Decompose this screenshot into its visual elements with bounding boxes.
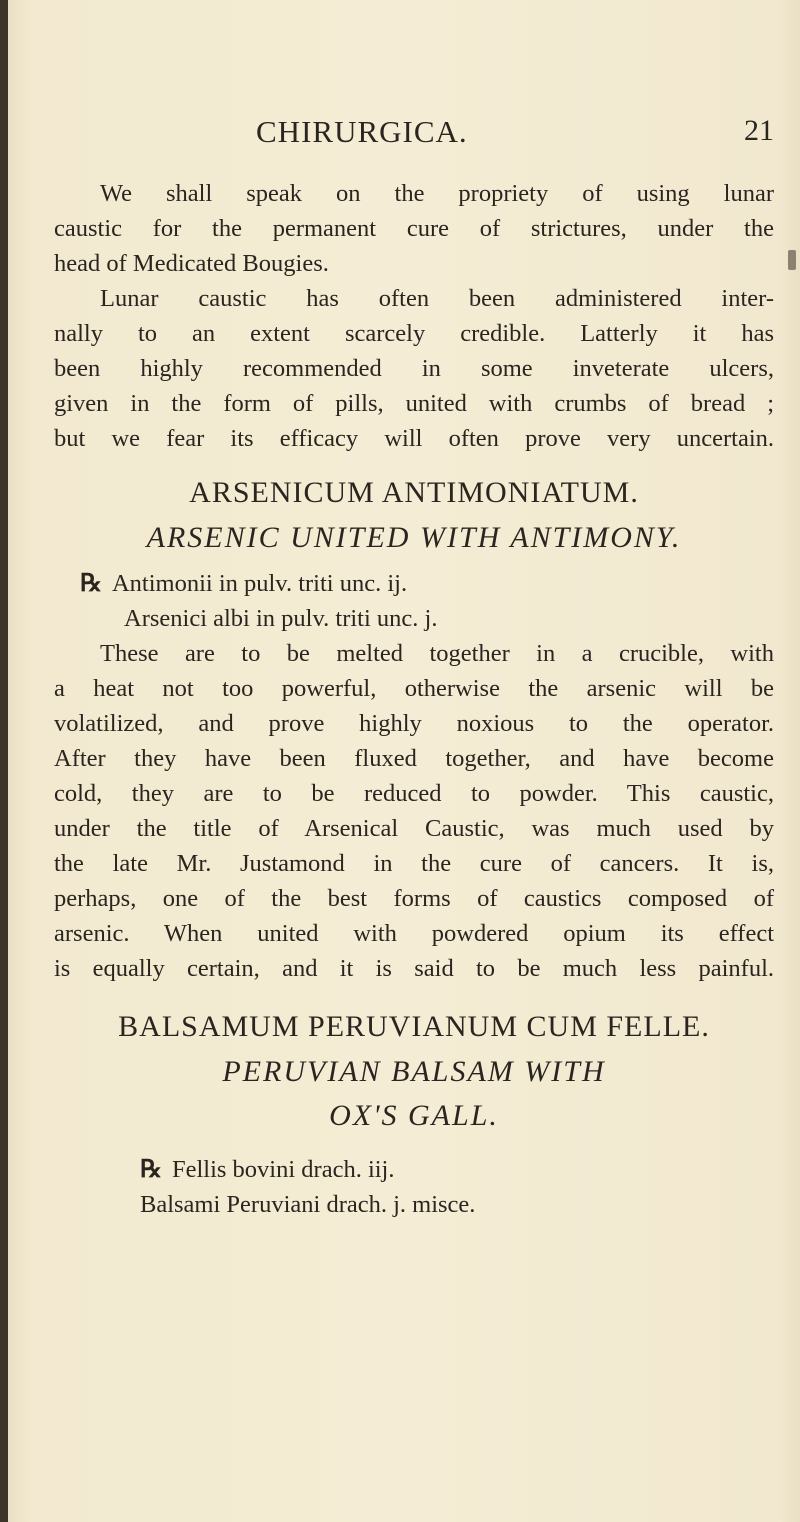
text-line: nally to an extent scarcely credible. Latterly it has — [54, 320, 774, 347]
text-line: been highly recommended in some inveterate ulcers, — [54, 355, 774, 382]
text-line: These are to be melted together in a crucible, with — [100, 640, 774, 667]
text-line: the late Mr. Justamond in the cure of cancers. It is, — [54, 850, 774, 877]
text-line: cold, they are to be reduced to powder. This caustic, — [54, 780, 774, 807]
text-line: volatilized, and prove highly noxious to the operator. — [54, 710, 774, 737]
text-line: under the title of Arsenical Caustic, was much used by — [54, 815, 774, 842]
page-header — [0, 114, 800, 154]
running-head: CHIRURGICA. — [256, 114, 468, 149]
prescription-line: Arsenici albi in pulv. triti unc. j. — [124, 605, 438, 632]
text-line: a heat not too powerful, otherwise the arsenic will be — [54, 675, 774, 702]
text-line: We shall speak on the propriety of using lunar — [100, 180, 774, 207]
page-number: 21 — [744, 114, 774, 147]
text-line: is equally certain, and it is said to be much less painful. — [54, 955, 774, 982]
prescription-line — [54, 566, 774, 601]
arsenic-paragraph — [54, 636, 774, 986]
text-line: given in the form of pills, united with crumbs of bread ; — [54, 390, 774, 417]
page-edge-mark — [788, 250, 796, 270]
text-line: arsenic. When united with powdered opium its effect — [54, 920, 774, 947]
lunar-caustic-paragraph — [54, 281, 774, 456]
text-line: Lunar caustic has often been administered inter- — [100, 285, 774, 312]
section-title-balsamum: BALSAMUM PERUVIANUM CUM FELLE. — [118, 1010, 710, 1043]
text-line: After they have been fluxed together, and have become — [54, 745, 774, 772]
text-line: head of Medicated Bougies. — [54, 250, 329, 277]
intro-paragraph — [54, 176, 774, 281]
section-subtitle-balsam-line2: OX'S GALL. — [329, 1099, 499, 1132]
page-spine-edge — [0, 0, 8, 1522]
recipe-symbol: ℞ — [80, 570, 102, 597]
prescription-text: Fellis bovini drach. iij. — [171, 1156, 395, 1183]
section-subtitle-arsenic: ARSENIC UNITED WITH ANTIMONY. — [146, 521, 682, 554]
prescription-line: Balsami Peruviani drach. j. misce. — [140, 1191, 476, 1218]
text-line: caustic for the permanent cure of strictures, under the — [54, 215, 774, 242]
page-body — [54, 176, 774, 1222]
recipe-symbol: ℞ — [140, 1156, 162, 1183]
section-title-arsenicum: ARSENICUM ANTIMONIATUM. — [189, 476, 639, 509]
text-line: but we fear its efficacy will often prove very uncertain. — [54, 425, 774, 452]
prescription-line — [54, 1152, 774, 1187]
prescription-text: Antimonii in pulv. triti unc. ij. — [111, 570, 408, 597]
text-line: perhaps, one of the best forms of caustics composed of — [54, 885, 774, 912]
section-subtitle-balsam-line1: PERUVIAN BALSAM WITH — [222, 1055, 606, 1088]
